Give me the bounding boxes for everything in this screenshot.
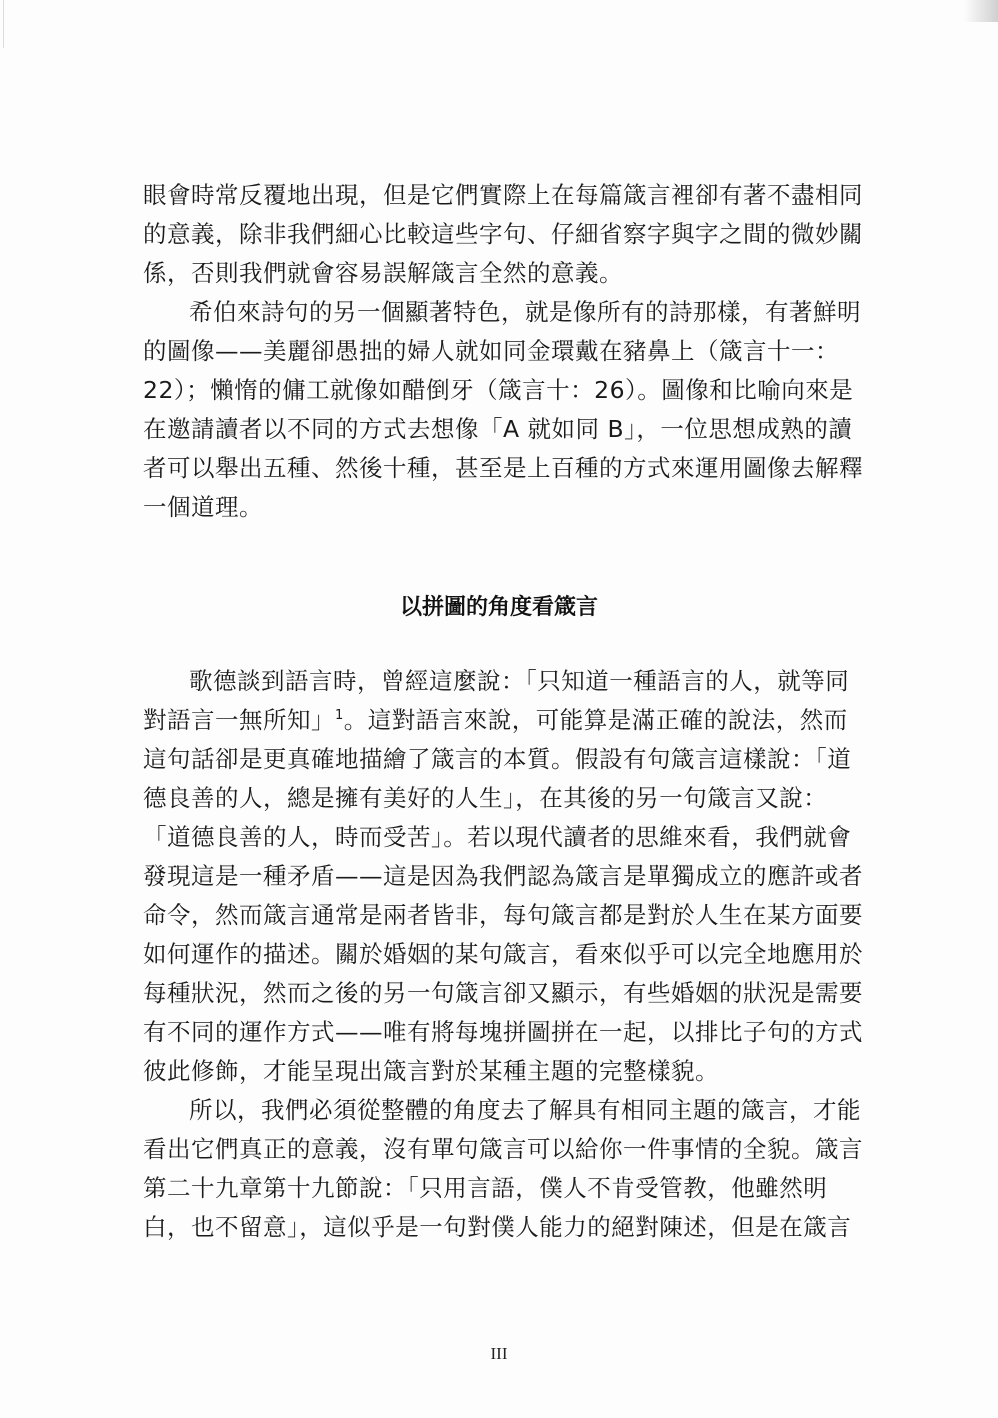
paragraph-line	[143, 705, 848, 735]
page-number: III	[490, 1344, 508, 1363]
text-span: 。這對語言來說，可能算是滿正確的說法，然而	[343, 706, 848, 734]
paragraph-line: 白，也不留意」，這似乎是一句對僕人能力的絕對陳述，但是在箴言	[143, 1213, 852, 1241]
paragraph-line: 的意義，除非我們細心比較這些字句、仔細省察字與字之間的微妙關	[143, 220, 863, 248]
paragraph-line: 希伯來詩句的另一個顯著特色，就是像所有的詩那樣，有著鮮明	[189, 298, 861, 326]
footnote-marker: 1	[335, 708, 344, 724]
scan-edge-line	[3, 0, 4, 48]
paragraph-line: 彼此修飾，才能呈現出箴言對於某種主題的完整樣貌。	[143, 1057, 719, 1085]
text-span: 對語言一無所知」	[143, 706, 335, 734]
paragraph-line: 一個道理。	[143, 493, 263, 521]
section-heading: 以拼圖的角度看箴言	[399, 594, 598, 620]
paragraph-line: 22）；懶惰的傭工就像如醋倒牙（箴言十：26）。圖像和比喻向來是	[143, 376, 854, 404]
paragraph-line: 者可以舉出五種、然後十種，甚至是上百種的方式來運用圖像去解釋	[143, 454, 863, 482]
paragraph-line: 看出它們真正的意義，沒有單句箴言可以給你一件事情的全貌。箴言	[143, 1135, 863, 1163]
paragraph-line: 如何運作的描述。關於婚姻的某句箴言，看來似乎可以完全地應用於	[143, 940, 863, 968]
paragraph-line: 有不同的運作方式——唯有將每塊拼圖拼在一起，以排比子句的方式	[143, 1018, 863, 1046]
paragraph-line: 在邀請讀者以不同的方式去想像「A 就如同 B」，一位思想成熟的讀	[143, 415, 853, 443]
paragraph-line: 係，否則我們就會容易誤解箴言全然的意義。	[143, 259, 623, 287]
paragraph-line: 眼會時常反覆地出現，但是它們實際上在每篇箴言裡卻有著不盡相同	[143, 181, 863, 209]
paragraph-line: 德良善的人，總是擁有美好的人生」，在其後的另一句箴言又說：	[143, 784, 828, 812]
paragraph-line: 歌德談到語言時，曾經這麼說：「只知道一種語言的人，就等同	[189, 667, 850, 695]
paragraph-line: 「道德良善的人，時而受苦」。若以現代讀者的思維來看，我們就會	[143, 823, 852, 851]
paragraph-line: 命令，然而箴言通常是兩者皆非，每句箴言都是對於人生在某方面要	[143, 901, 863, 929]
scan-corner-shadow	[964, 0, 998, 22]
paragraph-line: 每種狀況，然而之後的另一句箴言卻又顯示，有些婚姻的狀況是需要	[143, 979, 863, 1007]
paragraph-line: 第二十九章第十九節說：「只用言語，僕人不肯受管教，他雖然明	[143, 1174, 828, 1202]
paragraph-line: 這句話卻是更真確地描繪了箴言的本質。假設有句箴言這樣說：「道	[143, 745, 852, 773]
paragraph-line: 發現這是一種矛盾——這是因為我們認為箴言是單獨成立的應許或者	[143, 862, 863, 890]
paragraph-line: 的圖像——美麗卻愚拙的婦人就如同金環戴在豬鼻上（箴言十一：	[143, 337, 839, 365]
paragraph-line: 所以，我們必須從整體的角度去了解具有相同主題的箴言，才能	[189, 1096, 861, 1124]
